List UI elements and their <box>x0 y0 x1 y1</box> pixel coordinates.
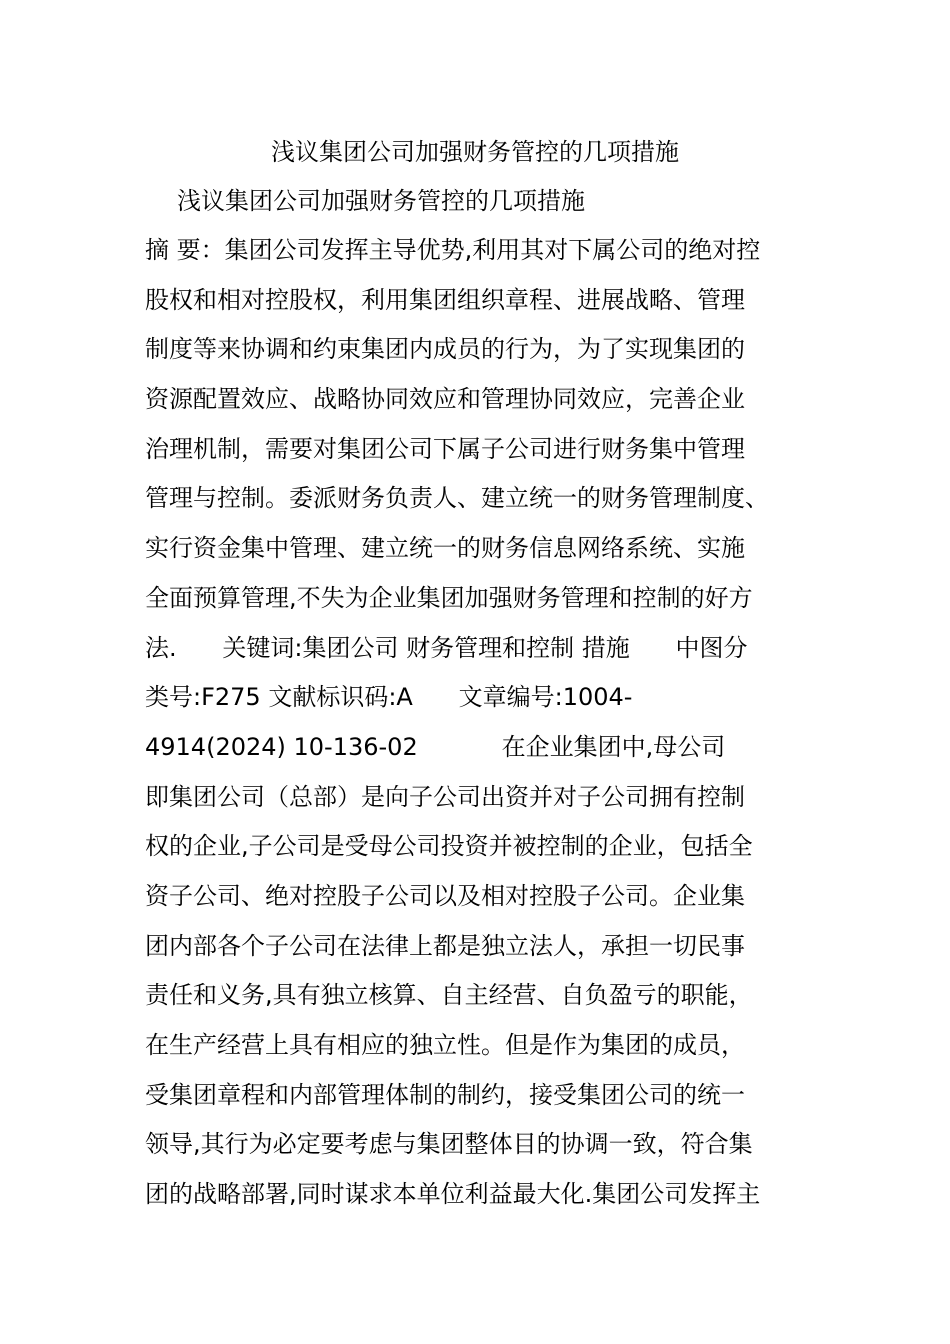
body-text-line: 实行资金集中管理、建立统一的财务信息网络系统、实施 <box>145 534 745 563</box>
body-text-line: 团的战略部署,同时谋求本单位利益最大化.集团公司发挥主 <box>145 1180 761 1209</box>
body-text-line: 权的企业,子公司是受母公司投资并被控制的企业，包括全 <box>145 832 753 861</box>
document-title: 浅议集团公司加强财务管控的几项措施 <box>271 138 679 166</box>
body-text-line: 领导,其行为必定要考虑与集团整体目的协调一致，符合集 <box>145 1130 753 1159</box>
body-text-line: 股权和相对控股权，利用集团组织章程、进展战略、管理 <box>145 285 745 314</box>
body-text-line: 制度等来协调和约束集团内成员的行为，为了实现集团的 <box>145 335 745 364</box>
body-text-line: 资子公司、绝对控股子公司以及相对控股子公司。企业集 <box>145 881 745 910</box>
body-text-line: 责任和义务,具有独立核算、自主经营、自负盈亏的职能， <box>145 981 753 1010</box>
body-text-line: 即集团公司（总部）是向子公司出资并对子公司拥有控制 <box>145 782 745 811</box>
body-text-line: 受集团章程和内部管理体制的制约，接受集团公司的统一 <box>145 1080 745 1109</box>
body-text-line: 法. 关键词:集团公司 财务管理和控制 措施 中图分 <box>145 633 748 662</box>
body-text-line: 管理与控制。委派财务负责人、建立统一的财务管理制度、 <box>145 484 769 513</box>
body-text-line: 在生产经营上具有相应的独立性。但是作为集团的成员， <box>145 1031 745 1059</box>
document-subtitle: 浅议集团公司加强财务管控的几项措施 <box>177 187 585 215</box>
body-text-line: 团内部各个子公司在法律上都是独立法人，承担一切民事 <box>145 931 745 960</box>
document-body <box>145 230 825 1224</box>
body-text-line: 4914(2024) 10-136-02 在企业集团中,母公司 <box>145 732 726 761</box>
body-text-line: 全面预算管理,不失为企业集团加强财务管理和控制的好方 <box>145 583 753 612</box>
body-text-line: 摘 要：集团公司发挥主导优势,利用其对下属公司的绝对控 <box>145 236 761 264</box>
body-text-line: 治理机制，需要对集团公司下属子公司进行财务集中管理 <box>145 434 745 463</box>
body-text-line: 类号:F275 文献标识码:A 文章编号:1004- <box>145 683 633 712</box>
body-text-line: 资源配置效应、战略协同效应和管理协同效应，完善企业 <box>145 385 745 414</box>
